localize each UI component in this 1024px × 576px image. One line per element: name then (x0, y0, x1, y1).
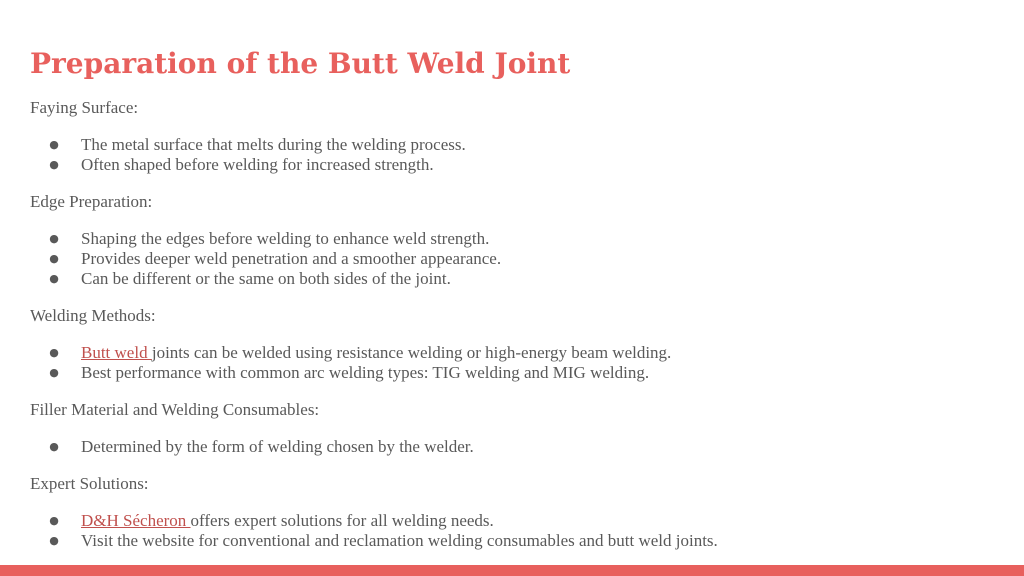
list-item-text: Visit the website for conventional and reclamation welding consumables and butt weld joints. (81, 531, 718, 550)
list-item-text: Provides deeper weld penetration and a smoother appearance. (81, 249, 502, 268)
list-item (30, 135, 990, 155)
bullet-icon: ● (49, 534, 59, 547)
list-item (30, 249, 990, 269)
bullet-icon: ● (49, 158, 59, 171)
bullet-list-edge-preparation (30, 229, 990, 289)
bullet-list-welding-methods (30, 343, 990, 383)
list-item-text: Often shaped before welding for increased strength. (81, 155, 434, 174)
list-item (30, 229, 990, 249)
dh-secheron-link[interactable]: D&H Sécheron (81, 511, 191, 530)
list-item (30, 155, 990, 175)
bullet-icon: ● (49, 440, 59, 453)
list-item-text: offers expert solutions for all welding needs. (190, 511, 494, 530)
bullet-list-expert-solutions (30, 511, 990, 551)
slide-content (30, 98, 990, 568)
bullet-icon: ● (49, 252, 59, 265)
list-item (30, 531, 990, 551)
bullet-icon: ● (49, 346, 59, 359)
list-item (30, 269, 990, 289)
list-item-text: The metal surface that melts during the welding process. (81, 135, 466, 154)
list-item-text: Shaping the edges before welding to enhance weld strength. (81, 229, 490, 248)
bullet-icon: ● (49, 272, 59, 285)
bullet-icon: ● (49, 232, 59, 245)
list-item-text: joints can be welded using resistance welding or high-energy beam welding. (151, 343, 672, 362)
section-heading-filler-material: Filler Material and Welding Consumables: (30, 400, 320, 419)
section-heading-welding-methods: Welding Methods: (30, 306, 156, 325)
list-item-text: Best performance with common arc welding types: TIG welding and MIG welding. (81, 363, 650, 382)
list-item (30, 511, 990, 531)
list-item-text: Can be different or the same on both sides of the joint. (81, 269, 451, 288)
list-item (30, 363, 990, 383)
list-item-text: Determined by the form of welding chosen by the welder. (81, 437, 474, 456)
butt-weld-link[interactable]: Butt weld (81, 343, 152, 362)
bullet-list-filler-material (30, 437, 990, 457)
section-heading-faying-surface: Faying Surface: (30, 98, 139, 117)
list-item (30, 437, 990, 457)
bullet-icon: ● (49, 138, 59, 151)
bottom-accent-bar (0, 565, 1024, 576)
list-item (30, 343, 990, 363)
slide-title: Preparation of the Butt Weld Joint (30, 47, 571, 80)
section-heading-expert-solutions: Expert Solutions: (30, 474, 149, 493)
section-heading-edge-preparation: Edge Preparation: (30, 192, 153, 211)
bullet-list-faying-surface (30, 135, 990, 175)
bullet-icon: ● (49, 514, 59, 527)
bullet-icon: ● (49, 366, 59, 379)
